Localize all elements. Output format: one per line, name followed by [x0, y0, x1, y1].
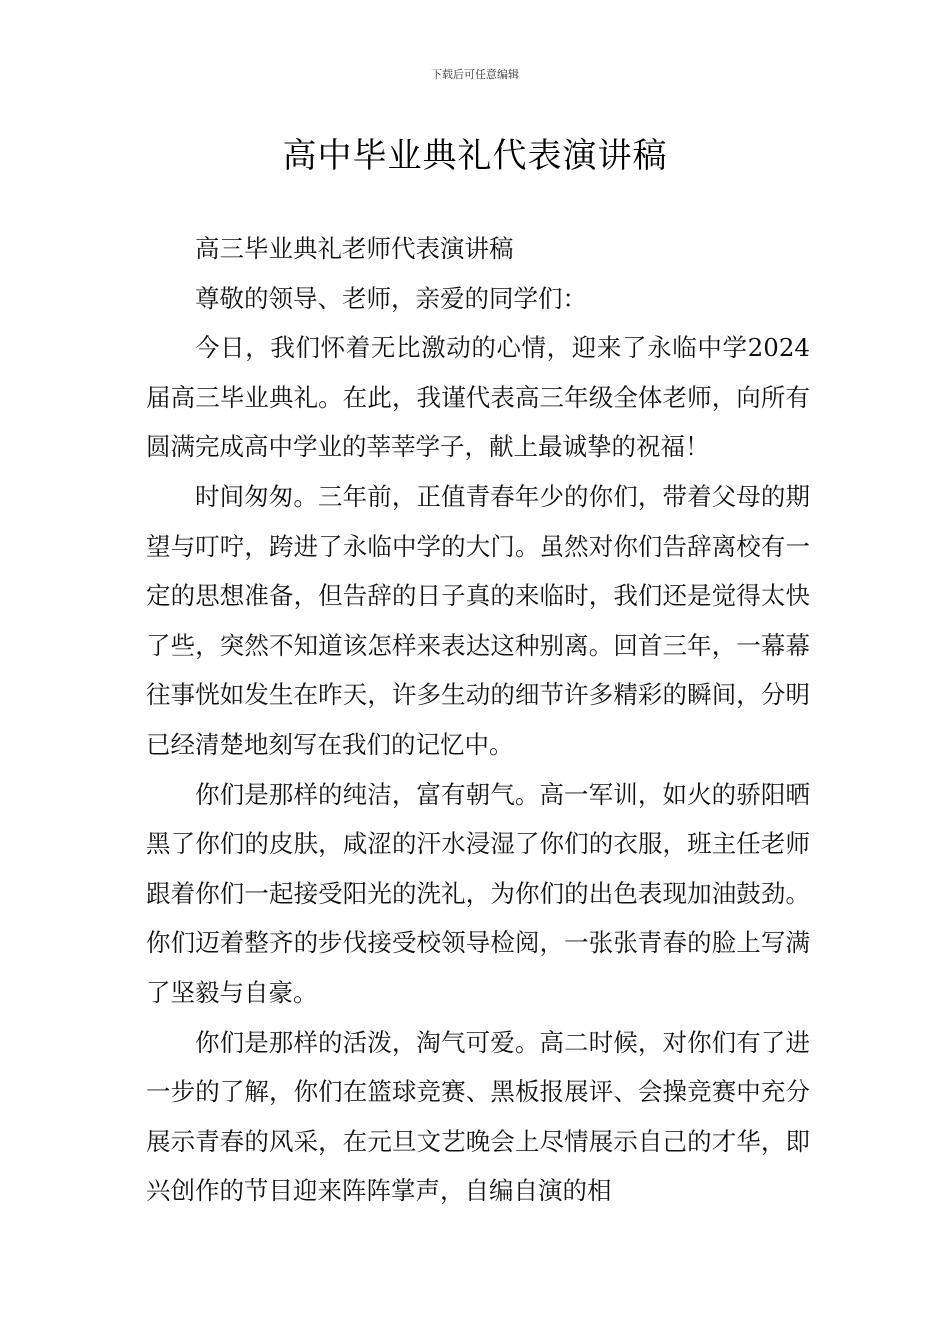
body-paragraph: 你们是那样的纯洁，富有朝气。高一军训，如火的骄阳晒黑了你们的皮肤，咸涩的汗水浸湿了你们的衣服，班主任老师跟着你们一起接受阳光的洗礼，为你们的出色表现加油鼓劲。你们迈着整齐的步伐接受校领导检阅，一张张青春的脸上写满了坚毅与自豪。 [146, 779, 810, 1007]
body-paragraph: 你们是那样的活泼，淘气可爱。高二时候，对你们有了进一步的了解，你们在篮球竞赛、黑板报展评、会操竞赛中充分展示青春的风采，在元旦文艺晚会上尽情展示自己的才华，即兴创作的节目迎来阵阵掌声，自编自演的相 [146, 1027, 810, 1206]
document-title: 高中毕业典礼代表演讲稿 [282, 136, 668, 176]
header-note: 下载后可任意编辑 [431, 68, 519, 81]
subtitle-paragraph: 高三毕业典礼老师代表演讲稿 [195, 234, 514, 263]
body-paragraph: 时间匆匆。三年前，正值青春年少的你们，带着父母的期望与叮咛，跨进了永临中学的大门。虽然对你们告辞离校有一定的思想准备，但告辞的日子真的来临时，我们还是觉得太快了些，突然不知道该怎样来表达这种别离。回首三年，一幕幕往事恍如发生在昨天，许多生动的细节许多精彩的瞬间，分明已经清楚地刻写在我们的记忆中。 [146, 481, 810, 759]
document-body [146, 224, 810, 1216]
body-paragraph: 今日，我们怀着无比激动的心情，迎来了永临中学2024届高三毕业典礼。在此，我谨代表高三年级全体老师，向所有圆满完成高中学业的莘莘学子，献上最诚挚的祝福！ [146, 333, 810, 462]
salutation-paragraph: 尊敬的领导、老师，亲爱的同学们： [195, 283, 587, 313]
